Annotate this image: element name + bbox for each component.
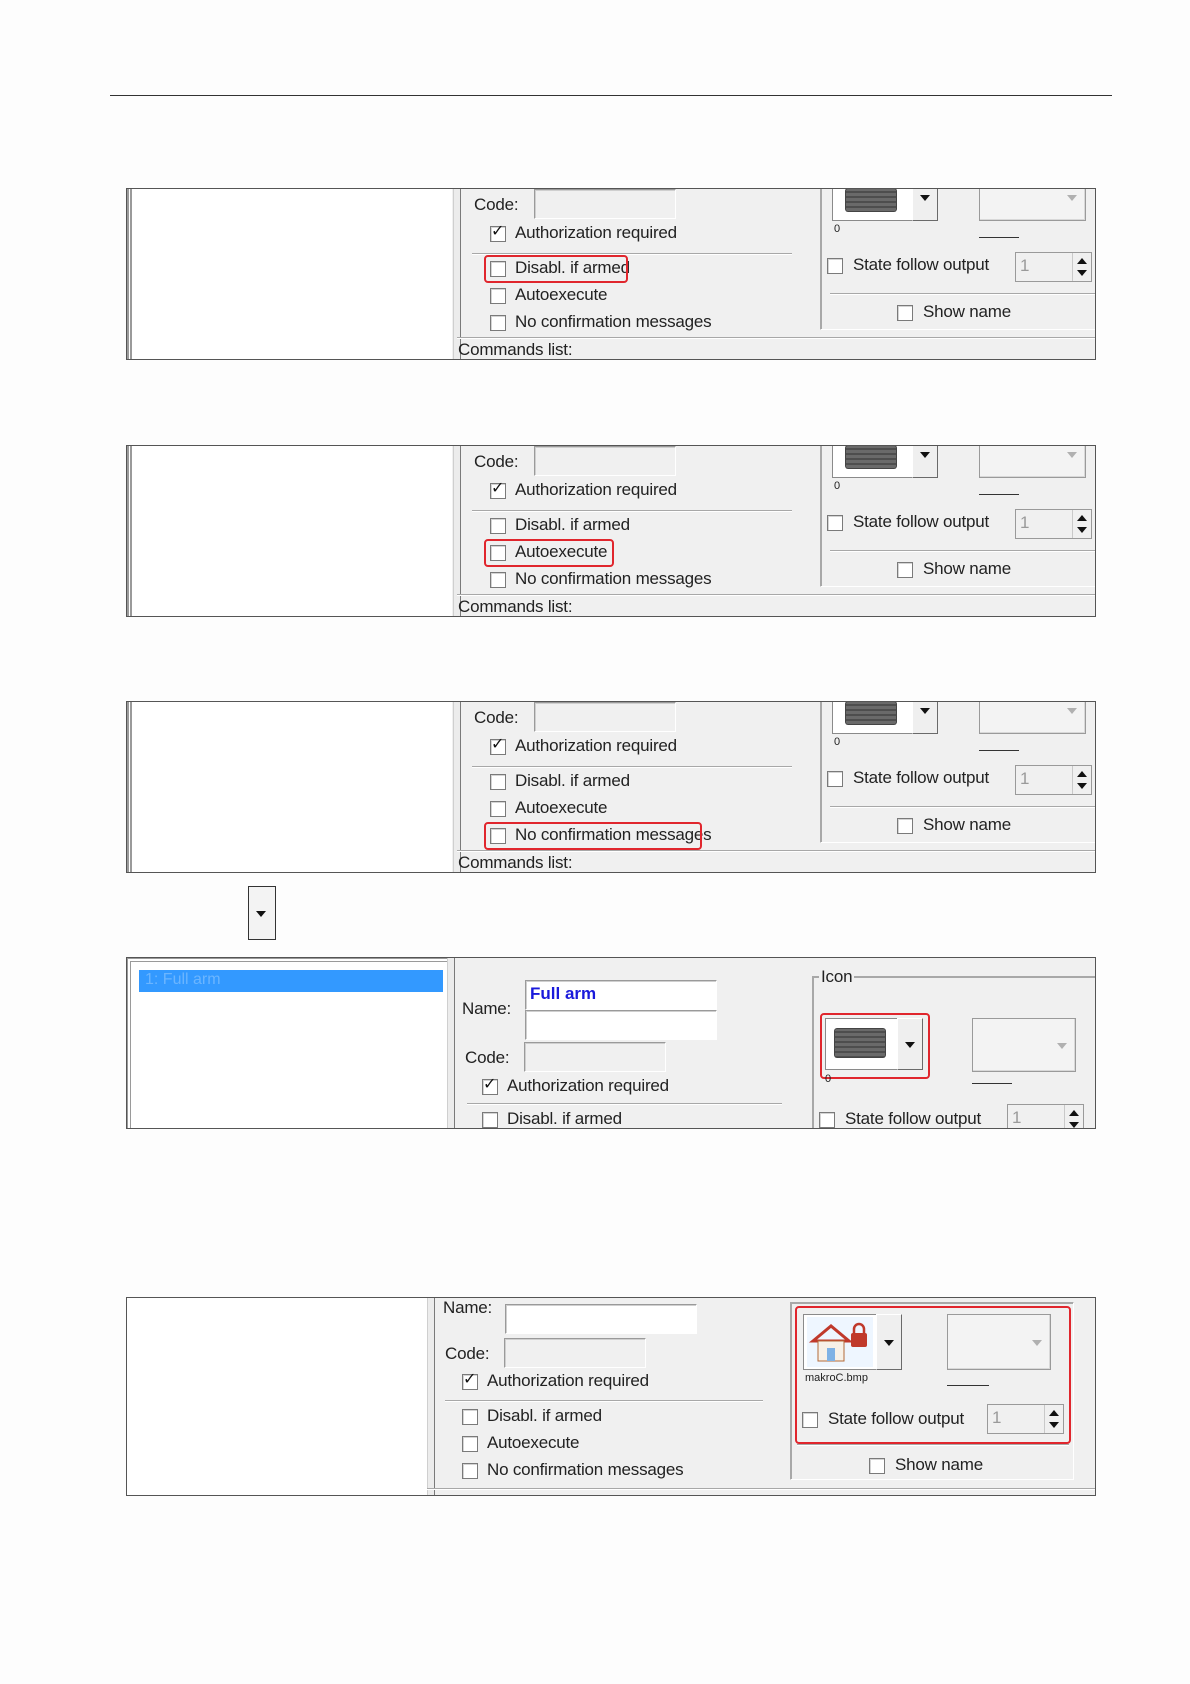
separator — [472, 766, 792, 768]
output-spinner[interactable] — [1015, 252, 1092, 282]
auth-required-checkbox[interactable] — [462, 1371, 478, 1390]
disabl-if-armed-checkbox[interactable] — [490, 774, 506, 790]
separator — [797, 1444, 1069, 1446]
name-field-second-line[interactable] — [525, 1010, 717, 1040]
second-icon-combo[interactable] — [979, 701, 1086, 734]
spinner-value: 1 — [992, 1408, 1002, 1427]
arrow-up-icon — [1077, 771, 1087, 777]
spinner-buttons[interactable] — [1064, 1105, 1083, 1129]
separator — [445, 1400, 763, 1402]
commands-list-label: Commands list: — [458, 597, 573, 616]
icon-preview[interactable] — [832, 445, 914, 478]
name-value: Full arm — [530, 984, 597, 1003]
state-follow-output-label: State follow output — [853, 768, 990, 787]
screenshot-icon-selected — [126, 1297, 1096, 1496]
separator — [830, 293, 1096, 295]
icon-group-title: Icon — [821, 967, 853, 986]
icon-dropdown-button[interactable] — [912, 188, 938, 221]
show-name-checkbox[interactable] — [869, 1458, 885, 1474]
separator — [457, 850, 1096, 852]
code-label: Code: — [474, 708, 519, 727]
highlight-frame — [484, 822, 702, 850]
disabl-if-armed-checkbox[interactable] — [490, 518, 506, 534]
second-icon-combo[interactable] — [972, 1018, 1076, 1072]
arrow-down-icon — [1077, 527, 1087, 533]
state-follow-output-checkbox[interactable] — [827, 771, 843, 787]
icon-index: 0 — [834, 736, 841, 748]
separator — [467, 1103, 782, 1105]
chevron-down-icon — [1057, 1043, 1067, 1049]
autoexecute-checkbox[interactable] — [490, 801, 506, 817]
auth-required-label: Authorization required — [507, 1076, 669, 1095]
spinner-buttons[interactable] — [1072, 253, 1091, 281]
highlight-frame — [484, 255, 628, 283]
show-name-label: Show name — [923, 559, 1011, 578]
no-confirmation-checkbox[interactable] — [462, 1463, 478, 1479]
screenshot-icon-dropdown — [126, 957, 1096, 1129]
caption-line — [972, 1083, 1012, 1084]
code-field[interactable] — [534, 702, 676, 732]
no-confirmation-label: No confirmation messages — [487, 1460, 684, 1479]
checkmark-icon: ✓ — [491, 736, 505, 753]
caption-line — [979, 750, 1019, 751]
arrow-up-icon — [1077, 515, 1087, 521]
name-field[interactable] — [505, 1304, 697, 1334]
pane-divider — [453, 189, 461, 359]
disabl-if-armed-checkbox[interactable] — [482, 1112, 498, 1128]
auth-required-checkbox[interactable] — [490, 736, 506, 755]
code-field[interactable] — [534, 446, 676, 476]
separator — [472, 510, 792, 512]
list-item-label: 1: Full arm — [145, 971, 221, 988]
pane-divider — [453, 446, 461, 616]
arrow-up-icon — [1077, 258, 1087, 264]
list-pane — [127, 189, 452, 359]
autoexecute-label: Autoexecute — [515, 798, 608, 817]
name-label: Name: — [462, 999, 512, 1018]
show-name-checkbox[interactable] — [897, 562, 913, 578]
no-confirmation-label: No confirmation messages — [515, 312, 712, 331]
chevron-down-icon — [920, 708, 930, 714]
checkmark-icon: ✓ — [491, 223, 505, 240]
second-icon-combo[interactable] — [979, 188, 1086, 221]
show-name-checkbox[interactable] — [897, 818, 913, 834]
disabl-if-armed-label: Disabl. if armed — [515, 258, 630, 277]
page-header-rule — [110, 95, 1112, 96]
list-pane — [127, 446, 452, 616]
disabl-if-armed-label: Disabl. if armed — [507, 1109, 622, 1128]
chevron-down-icon — [920, 195, 930, 201]
code-field[interactable] — [534, 189, 676, 219]
no-confirmation-label: No confirmation messages — [515, 569, 712, 588]
list-pane — [127, 702, 452, 872]
chevron-down-icon — [1067, 452, 1077, 458]
icon-dropdown-button[interactable] — [912, 701, 938, 734]
show-name-label: Show name — [923, 815, 1011, 834]
arrow-down-icon — [1069, 1122, 1079, 1128]
no-confirmation-checkbox[interactable] — [490, 315, 506, 331]
chevron-down-icon — [1067, 708, 1077, 714]
autoexecute-label: Autoexecute — [515, 285, 608, 304]
caption-line — [979, 494, 1019, 495]
keypad-icon — [845, 188, 897, 212]
checkmark-icon: ✓ — [491, 480, 505, 497]
second-icon-combo[interactable] — [979, 445, 1086, 478]
arrow-down-icon — [1077, 270, 1087, 276]
spinner-buttons[interactable] — [1072, 766, 1091, 794]
icon-index: 0 — [825, 1073, 832, 1085]
state-follow-output-label: State follow output — [853, 255, 990, 274]
commands-list-label: Commands list: — [458, 853, 573, 872]
spinner-value: 1 — [1020, 256, 1030, 275]
checkmark-icon: ✓ — [483, 1076, 497, 1093]
code-label: Code: — [465, 1048, 510, 1067]
state-follow-output-checkbox[interactable] — [819, 1112, 835, 1128]
disabl-if-armed-label: Disabl. if armed — [515, 771, 630, 790]
arrow-up-icon — [1069, 1110, 1079, 1116]
dropdown-arrow-button — [248, 886, 276, 940]
output-spinner[interactable] — [1007, 1104, 1084, 1129]
show-name-label: Show name — [895, 1455, 983, 1474]
code-field[interactable] — [504, 1338, 646, 1368]
screenshot-disabl-if-armed — [126, 188, 1096, 360]
list-item-selected[interactable] — [139, 970, 443, 992]
show-name-label: Show name — [923, 302, 1011, 321]
pane-divider — [447, 958, 455, 1128]
autoexecute-checkbox[interactable] — [490, 288, 506, 304]
caption-line — [979, 237, 1019, 238]
spinner-value: 1 — [1012, 1108, 1022, 1127]
checkmark-icon: ✓ — [463, 1371, 477, 1388]
icon-index: 0 — [834, 480, 841, 492]
auth-required-label: Authorization required — [515, 480, 677, 499]
pane-divider — [427, 1298, 435, 1495]
code-label: Code: — [474, 452, 519, 471]
autoexecute-checkbox[interactable] — [462, 1436, 478, 1452]
separator — [457, 337, 1096, 339]
auth-required-label: Authorization required — [515, 736, 677, 755]
keypad-icon — [845, 701, 897, 725]
highlight-frame — [484, 539, 614, 567]
state-follow-output-label: State follow output — [845, 1109, 982, 1128]
code-label: Code: — [445, 1344, 490, 1363]
code-field[interactable] — [524, 1042, 666, 1072]
icon-dropdown-button[interactable] — [912, 445, 938, 478]
auth-required-checkbox[interactable] — [490, 223, 506, 242]
separator — [830, 550, 1096, 552]
screenshot-autoexecute — [126, 445, 1096, 617]
spinner-buttons[interactable] — [1072, 510, 1091, 538]
auth-required-label: Authorization required — [515, 223, 677, 242]
arrow-down-icon — [1077, 783, 1087, 789]
highlight-frame — [820, 1013, 930, 1079]
state-follow-output-checkbox[interactable] — [827, 515, 843, 531]
autoexecute-label: Autoexecute — [515, 542, 608, 561]
auth-required-label: Authorization required — [487, 1371, 649, 1390]
icon-preview[interactable] — [832, 188, 914, 221]
pane-divider — [453, 702, 461, 872]
name-label: Name: — [443, 1298, 493, 1317]
no-confirmation-label: No confirmation messages — [515, 825, 712, 844]
icon-preview[interactable] — [832, 701, 914, 734]
autoexecute-label: Autoexecute — [487, 1433, 580, 1452]
commands-list-label: Commands list: — [458, 340, 573, 359]
output-spinner[interactable] — [1015, 509, 1092, 539]
separator — [427, 1488, 1096, 1490]
screenshot-no-confirmation — [126, 701, 1096, 873]
show-name-checkbox[interactable] — [897, 305, 913, 321]
highlight-frame — [795, 1306, 1071, 1444]
spinner-value: 1 — [1020, 769, 1030, 788]
spinner-value: 1 — [1020, 513, 1030, 532]
state-follow-output-label: State follow output — [828, 1409, 965, 1428]
state-follow-output-checkbox[interactable] — [827, 258, 843, 274]
separator — [830, 806, 1096, 808]
icon-index: 0 — [834, 223, 841, 235]
icon-file-name: makroC.bmp — [805, 1372, 868, 1384]
disabl-if-armed-label: Disabl. if armed — [515, 515, 630, 534]
separator — [457, 594, 1096, 596]
auth-required-checkbox[interactable] — [490, 480, 506, 499]
chevron-down-icon — [1067, 195, 1077, 201]
name-field[interactable] — [525, 980, 717, 1010]
chevron-down-icon — [256, 911, 266, 917]
list-pane — [127, 1298, 427, 1495]
keypad-icon — [845, 445, 897, 469]
output-spinner[interactable] — [1015, 765, 1092, 795]
state-follow-output-label: State follow output — [853, 512, 990, 531]
disabl-if-armed-checkbox[interactable] — [462, 1409, 478, 1425]
auth-required-checkbox[interactable] — [482, 1076, 498, 1095]
chevron-down-icon — [920, 452, 930, 458]
code-label: Code: — [474, 195, 519, 214]
no-confirmation-checkbox[interactable] — [490, 572, 506, 588]
disabl-if-armed-label: Disabl. if armed — [487, 1406, 602, 1425]
